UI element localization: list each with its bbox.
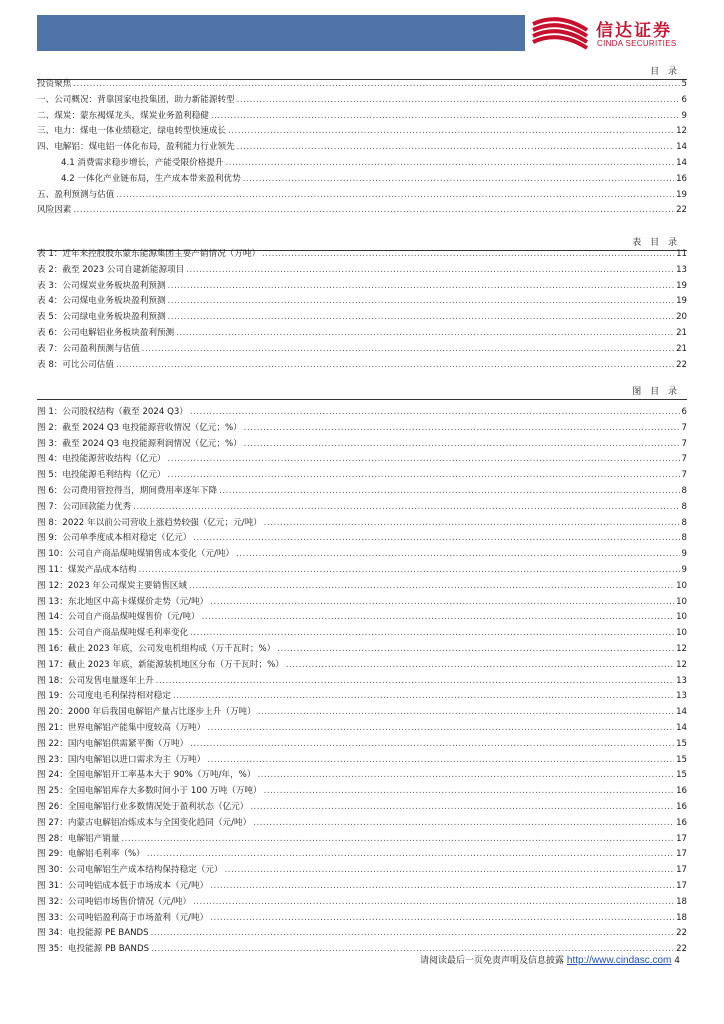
table-entry[interactable] bbox=[37, 358, 687, 374]
figure-entry-page-number: 9 bbox=[681, 564, 687, 575]
dot-leader bbox=[151, 926, 674, 942]
table-entry-page-number: 20 bbox=[676, 312, 687, 323]
page-footer bbox=[420, 953, 680, 966]
dot-leader bbox=[210, 911, 674, 927]
figure-entry[interactable] bbox=[37, 579, 687, 595]
figure-entry[interactable] bbox=[37, 437, 687, 453]
figure-entry-page-number: 22 bbox=[676, 928, 687, 939]
dot-leader bbox=[193, 895, 674, 911]
figure-entry-label: 图 29：电解铝毛利率（%） bbox=[37, 849, 145, 860]
figure-entry-label: 图 25：全国电解铝库存大多数时间小于 100 万吨（万吨） bbox=[37, 786, 262, 797]
figure-entry-label: 图 18：公司发售电量逐年上升 bbox=[37, 675, 154, 686]
figures-title: 图 目 录 bbox=[632, 387, 680, 397]
figure-entry-page-number: 12 bbox=[676, 643, 687, 654]
dot-leader bbox=[147, 847, 674, 863]
contents-entry-page-number: 5 bbox=[681, 79, 687, 89]
table-entry-page-number: 13 bbox=[676, 264, 687, 275]
dot-leader bbox=[168, 452, 680, 468]
figure-entry-label: 图 21：世界电解铝产能集中度较高（万吨） bbox=[37, 722, 206, 733]
figure-entry-page-number: 14 bbox=[676, 722, 687, 733]
figure-entry[interactable] bbox=[37, 516, 687, 532]
figure-entry-label: 图 30：公司电解铝生产成本结构保持稳定（元） bbox=[37, 865, 223, 876]
dot-leader bbox=[173, 689, 674, 705]
table-entry-label: 表 4：公司煤电业务板块盈利预测 bbox=[37, 296, 166, 307]
dot-leader bbox=[207, 753, 674, 769]
dot-leader bbox=[202, 610, 674, 626]
figure-entry-page-number: 7 bbox=[681, 454, 687, 465]
contents-entry-label: 四、电解铝：煤电铝一体化布局，盈利能力行业领先 bbox=[37, 142, 235, 153]
figure-entry[interactable] bbox=[37, 911, 687, 927]
figure-entry-page-number: 6 bbox=[681, 407, 687, 417]
dot-leader bbox=[168, 279, 675, 295]
figure-entry-label: 图 34：电投能源 PE BANDS bbox=[37, 928, 149, 939]
table-entry-label: 表 1：近年来控股股东蒙东能源集团主要产销情况（万吨） bbox=[37, 249, 261, 259]
dot-leader bbox=[244, 421, 680, 437]
figure-entry-page-number: 9 bbox=[681, 549, 687, 560]
figure-entry[interactable] bbox=[37, 768, 687, 784]
dot-leader bbox=[237, 140, 674, 156]
figure-entry[interactable] bbox=[37, 689, 687, 705]
figure-entry-label: 图 9：公司单季度成本相对稳定（亿元） bbox=[37, 533, 192, 544]
table-entry-page-number: 19 bbox=[676, 280, 687, 291]
dot-leader bbox=[73, 77, 679, 93]
dot-leader bbox=[190, 405, 680, 421]
dot-leader bbox=[186, 263, 674, 279]
figure-entry-page-number: 8 bbox=[681, 485, 687, 496]
figure-entry-label: 图 11：煤炭产品成本结构 bbox=[37, 564, 137, 575]
dot-leader bbox=[156, 674, 674, 690]
dot-leader bbox=[116, 188, 674, 204]
figure-entry-page-number: 18 bbox=[676, 896, 687, 907]
contents-entry[interactable] bbox=[37, 124, 687, 140]
dot-leader bbox=[286, 658, 674, 674]
figure-entry-label: 图 31：公司吨铝成本低于市场成本（元/吨） bbox=[37, 880, 209, 891]
figure-entry-label: 图 19：公司度电毛利保持相对稳定 bbox=[37, 691, 171, 702]
dot-leader bbox=[211, 109, 680, 125]
table-entry-label: 表 2：截至 2023 公司自建新能源项目 bbox=[37, 264, 185, 275]
contents-entry-label: 一、公司概况：背靠国家电投集团，助力新能源转型 bbox=[37, 94, 235, 105]
contents-entry-page-number: 6 bbox=[681, 94, 687, 105]
figure-entry[interactable] bbox=[37, 737, 687, 753]
contents-entry-page-number: 12 bbox=[676, 126, 687, 137]
figure-entry[interactable] bbox=[37, 721, 687, 737]
contents-entry-label: 二、煤炭：蒙东褐煤龙头，煤炭业务盈利稳健 bbox=[37, 110, 209, 121]
figure-entry-page-number: 10 bbox=[676, 596, 687, 607]
figure-entry-label: 图 28：电解铝产销量 bbox=[37, 833, 120, 844]
figure-entry[interactable] bbox=[37, 926, 687, 942]
figure-entry[interactable] bbox=[37, 547, 687, 563]
figure-entry-label: 图 6：公司费用管控得当，期间费用率逐年下降 bbox=[37, 485, 218, 496]
dot-leader bbox=[207, 721, 674, 737]
contents-entry[interactable] bbox=[37, 109, 687, 125]
table-entry-page-number: 22 bbox=[676, 359, 687, 370]
dot-leader bbox=[116, 358, 674, 374]
contents-entry[interactable] bbox=[37, 172, 687, 188]
figure-entry-page-number: 17 bbox=[676, 865, 687, 876]
logo-english-name: CINDA SECURITIES bbox=[597, 39, 677, 48]
contents-entry-label: 4.2 一体化产业链布局，生产成本带来盈利优势 bbox=[61, 173, 241, 184]
figure-entry[interactable] bbox=[37, 753, 687, 769]
dot-leader bbox=[73, 203, 674, 219]
figure-entry-page-number: 16 bbox=[676, 786, 687, 797]
figure-entry-label: 图 23：国内电解铝以进口需求为主（万吨） bbox=[37, 754, 206, 765]
figure-entry-label: 图 13：东北地区中高卡煤煤价走势（元/吨） bbox=[37, 596, 209, 607]
figure-entry[interactable] bbox=[37, 705, 687, 721]
table-entry-page-number: 19 bbox=[676, 296, 687, 307]
figures-divider bbox=[37, 399, 687, 400]
figure-entry-label: 图 12：2023 年公司煤炭主要销售区域 bbox=[37, 580, 187, 591]
table-entry-page-number: 11 bbox=[676, 249, 687, 259]
table-entry[interactable] bbox=[37, 326, 687, 342]
contents-entry-label: 五、盈利预测与估值 bbox=[37, 189, 115, 200]
dot-leader bbox=[258, 705, 674, 721]
figure-entry-label: 图 7：公司回款能力优秀 bbox=[37, 501, 132, 512]
dot-leader bbox=[253, 816, 674, 832]
figure-entry-label: 图 3：截至 2024 Q3 电投能源利润情况（亿元；%） bbox=[37, 438, 242, 449]
table-entry-page-number: 21 bbox=[676, 343, 687, 354]
contents-entry[interactable] bbox=[37, 156, 687, 172]
dot-leader bbox=[176, 326, 674, 342]
figure-entry[interactable] bbox=[37, 563, 687, 579]
figure-entry-label: 图 17：截止 2023 年底，新能源装机地区分布（万千瓦时；%） bbox=[37, 659, 284, 670]
figure-entry-page-number: 8 bbox=[681, 501, 687, 512]
figure-entry-label: 图 27：内蒙古电解铝冶炼成本与全国变化趋同（元/吨） bbox=[37, 817, 252, 828]
dot-leader bbox=[244, 437, 680, 453]
figure-entry-label: 图 16：截止 2023 年底，公司发电机组构成（万千瓦时；%） bbox=[37, 643, 276, 654]
contents-entry-page-number: 9 bbox=[681, 110, 687, 121]
figure-entry-page-number: 13 bbox=[676, 675, 687, 686]
figure-entry-label: 图 20：2000 年后我国电解铝产量占比逐步上升（万吨） bbox=[37, 707, 256, 718]
logo-chinese-name: 信达证券 bbox=[596, 21, 672, 41]
figure-entry[interactable] bbox=[37, 405, 687, 421]
figure-entry[interactable] bbox=[37, 816, 687, 832]
page-number: 4 bbox=[674, 956, 680, 966]
figure-entry[interactable] bbox=[37, 421, 687, 437]
figure-entry-page-number: 22 bbox=[676, 944, 687, 955]
dot-leader bbox=[262, 247, 674, 263]
figure-entry-page-number: 17 bbox=[676, 849, 687, 860]
figure-entry[interactable] bbox=[37, 500, 687, 516]
figure-entry-page-number: 7 bbox=[681, 438, 687, 449]
figure-entry[interactable] bbox=[37, 863, 687, 879]
dot-leader bbox=[225, 863, 675, 879]
dot-leader bbox=[226, 156, 675, 172]
figure-entry-page-number: 7 bbox=[681, 470, 687, 481]
figure-entry-label: 图 4：电投能源营收结构（亿元） bbox=[37, 454, 166, 465]
figure-entry-page-number: 16 bbox=[676, 801, 687, 812]
dot-leader bbox=[257, 768, 674, 784]
table-entry-label: 表 5：公司绿电业务板块盈利预测 bbox=[37, 312, 166, 323]
figure-entry-page-number: 8 bbox=[681, 533, 687, 544]
table-entry[interactable] bbox=[37, 279, 687, 295]
dot-leader bbox=[168, 310, 675, 326]
table-entry-label: 表 3：公司煤炭业务板块盈利预测 bbox=[37, 280, 166, 291]
figure-entry-label: 图 14：公司自产商品煤吨煤售价（元/吨） bbox=[37, 612, 200, 623]
contents-list bbox=[37, 77, 687, 219]
contents-entry-label: 风险因素 bbox=[37, 205, 72, 216]
table-entry-page-number: 21 bbox=[676, 327, 687, 338]
table-entry[interactable] bbox=[37, 294, 687, 310]
figures-list bbox=[37, 405, 687, 958]
contents-entry[interactable] bbox=[37, 203, 687, 219]
table-entry[interactable] bbox=[37, 342, 687, 358]
figure-entry-page-number: 15 bbox=[676, 754, 687, 765]
figure-entry-page-number: 14 bbox=[676, 707, 687, 718]
table-entry[interactable] bbox=[37, 310, 687, 326]
dot-leader bbox=[190, 737, 674, 753]
figure-entry-page-number: 10 bbox=[676, 628, 687, 639]
table-entry[interactable] bbox=[37, 247, 687, 263]
figure-entry-page-number: 17 bbox=[676, 880, 687, 891]
dot-leader bbox=[250, 800, 674, 816]
contents-entry-page-number: 22 bbox=[676, 205, 687, 216]
dot-leader bbox=[168, 468, 680, 484]
contents-entry-page-number: 16 bbox=[676, 173, 687, 184]
figure-entry[interactable] bbox=[37, 895, 687, 911]
figure-entry[interactable] bbox=[37, 468, 687, 484]
figure-entry-page-number: 13 bbox=[676, 691, 687, 702]
figure-entry[interactable] bbox=[37, 452, 687, 468]
contents-entry-page-number: 19 bbox=[676, 189, 687, 200]
figure-entry[interactable] bbox=[37, 800, 687, 816]
dot-leader bbox=[243, 172, 674, 188]
figure-entry-label: 图 24：全国电解铝开工率基本大于 90%（万吨/年，%） bbox=[37, 770, 256, 781]
footer-website-link[interactable]: http://www.cindasc.com bbox=[566, 955, 672, 966]
dot-leader bbox=[190, 626, 674, 642]
dot-leader bbox=[133, 500, 679, 516]
dot-leader bbox=[277, 642, 674, 658]
figure-entry-page-number: 15 bbox=[676, 770, 687, 781]
dot-leader bbox=[228, 124, 674, 140]
contents-entry-page-number: 14 bbox=[676, 157, 687, 168]
contents-entry[interactable] bbox=[37, 93, 687, 109]
contents-entry-label: 三、电力：煤电一体业绩稳定，绿电转型快速成长 bbox=[37, 126, 227, 137]
figure-entry-page-number: 8 bbox=[681, 517, 687, 528]
cinda-logo-icon bbox=[529, 16, 591, 52]
contents-title: 目 录 bbox=[650, 67, 680, 77]
figure-entry[interactable] bbox=[37, 642, 687, 658]
dot-leader bbox=[189, 579, 674, 595]
figure-entry-label: 图 5：电投能源毛利结构（亿元） bbox=[37, 470, 166, 481]
figure-entry-label: 图 35：电投能源 PB BANDS bbox=[37, 944, 150, 955]
dot-leader bbox=[237, 93, 680, 109]
table-entry-label: 表 7：公司盈利预测与估值 bbox=[37, 343, 140, 354]
contents-entry-label: 4.1 消费需求稳步增长，产能受限价格提升 bbox=[61, 157, 224, 168]
figure-entry-label: 图 2：截至 2024 Q3 电投能源营收情况（亿元；%） bbox=[37, 422, 242, 433]
dot-leader bbox=[121, 832, 674, 848]
figure-entry-label: 图 1：公司股权结构（截至 2024 Q3） bbox=[37, 407, 188, 417]
figure-entry-page-number: 10 bbox=[676, 580, 687, 591]
company-logo bbox=[525, 13, 695, 53]
figure-entry-label: 图 15：公司自产商品煤吨煤毛利率变化 bbox=[37, 628, 189, 639]
figure-entry-label: 图 22：国内电解铝供需紧平衡（万吨） bbox=[37, 738, 189, 749]
dot-leader bbox=[168, 294, 675, 310]
dot-leader bbox=[236, 547, 679, 563]
dot-leader bbox=[264, 516, 680, 532]
contents-entry-label: 投资聚焦 bbox=[37, 79, 72, 89]
table-entry-label: 表 6：公司电解铝业务板块盈利预测 bbox=[37, 327, 175, 338]
figure-entry-label: 图 8：2022 年以前公司营收上涨趋势较强（亿元；元/吨） bbox=[37, 517, 262, 528]
contents-entry[interactable] bbox=[37, 188, 687, 204]
dot-leader bbox=[139, 563, 680, 579]
dot-leader bbox=[142, 342, 674, 358]
figure-entry[interactable] bbox=[37, 531, 687, 547]
figure-entry-page-number: 10 bbox=[676, 612, 687, 623]
figure-entry-page-number: 12 bbox=[676, 659, 687, 670]
table-entry-label: 表 8：可比公司估值 bbox=[37, 359, 114, 370]
figure-entry[interactable] bbox=[37, 674, 687, 690]
figure-entry[interactable] bbox=[37, 595, 687, 611]
dot-leader bbox=[264, 784, 674, 800]
figure-entry-page-number: 16 bbox=[676, 817, 687, 828]
dot-leader bbox=[210, 595, 674, 611]
table-entry[interactable] bbox=[37, 263, 687, 279]
figure-entry-page-number: 17 bbox=[676, 833, 687, 844]
figure-entry[interactable] bbox=[37, 610, 687, 626]
figure-entry-page-number: 7 bbox=[681, 422, 687, 433]
footer-disclaimer: 请阅读最后一页免责声明及信息披露 bbox=[420, 956, 565, 966]
figure-entry-label: 图 26：全国电解铝行业多数情况处于盈利状态（亿元） bbox=[37, 801, 249, 812]
contents-entry[interactable] bbox=[37, 140, 687, 156]
dot-leader bbox=[219, 484, 679, 500]
figure-entry[interactable] bbox=[37, 626, 687, 642]
figure-entry[interactable] bbox=[37, 832, 687, 848]
figure-entry-label: 图 32：公司吨铝市场售价情况（元/吨） bbox=[37, 896, 192, 907]
figure-entry-page-number: 15 bbox=[676, 738, 687, 749]
figure-entry[interactable] bbox=[37, 847, 687, 863]
figure-entry[interactable] bbox=[37, 484, 687, 500]
figure-entry-label: 图 10：公司自产商品煤吨煤销售成本变化（元/吨） bbox=[37, 549, 235, 560]
figure-entry-page-number: 18 bbox=[676, 912, 687, 923]
figure-entry-label: 图 33：公司吨铝盈利高于市场盈利（元/吨） bbox=[37, 912, 209, 923]
dot-leader bbox=[193, 531, 679, 547]
dot-leader bbox=[210, 879, 674, 895]
tables-list bbox=[37, 247, 687, 373]
figure-entry[interactable] bbox=[37, 658, 687, 674]
contents-entry[interactable] bbox=[37, 77, 687, 93]
figure-entry[interactable] bbox=[37, 784, 687, 800]
figure-entry[interactable] bbox=[37, 879, 687, 895]
contents-entry-page-number: 14 bbox=[676, 142, 687, 153]
tables-title: 表 目 录 bbox=[632, 238, 680, 248]
